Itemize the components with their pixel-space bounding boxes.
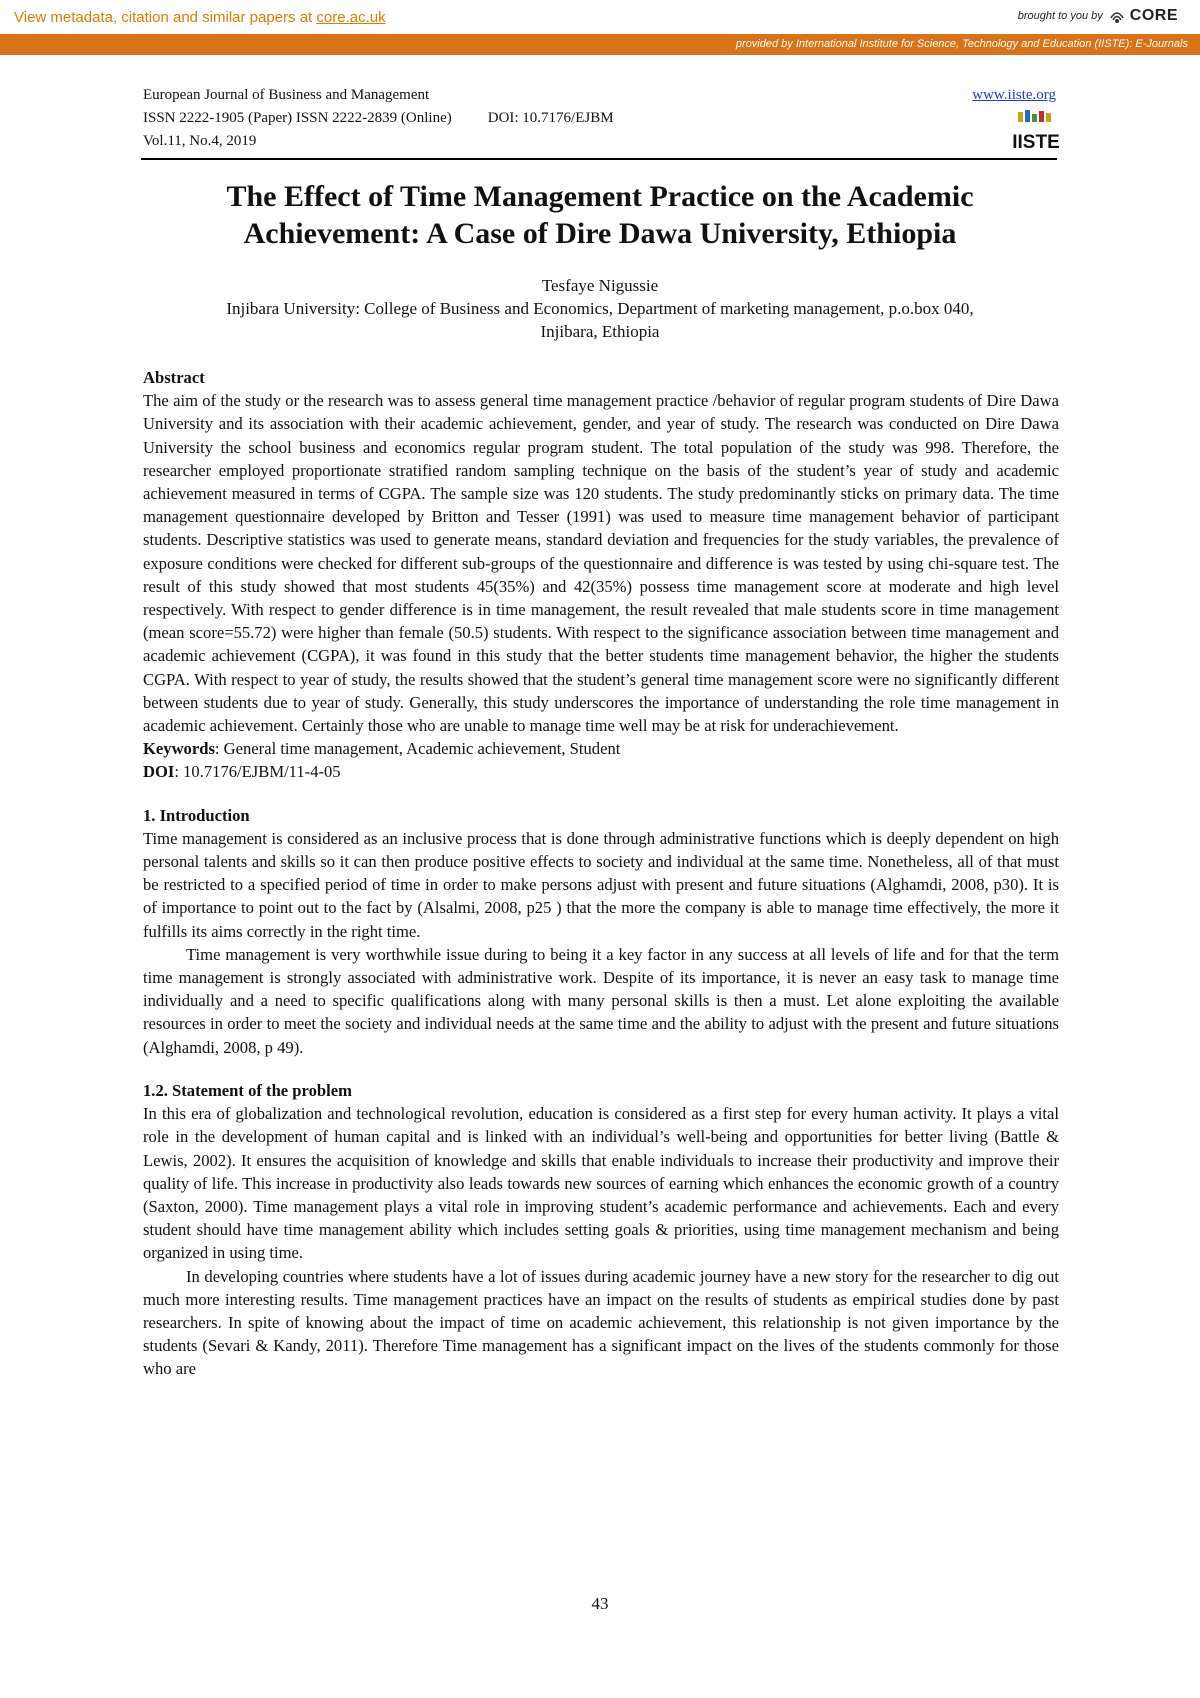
journal-header	[143, 84, 1060, 158]
paper-author: Tesfaye Nigussie	[541, 276, 659, 295]
problem-heading: 1.2. Statement of the problem	[143, 1080, 352, 1100]
problem-paragraph-2: In developing countries where students have a lot of issues during academic journey have a new story for the researcher to dig out much more interesting results. Time management practices have an impact on the results of students as empirical studies done by past researchers. In spite of knowing about the impact of time on academic achievement, this relationship is not given importance by the students (Sevari & Kandy, 2011). Therefore Time management has a significant impact on the lives of the students commonly for those who are	[143, 1266, 1059, 1379]
abstract-text: The aim of the study or the research was to assess general time management practice /behavior of regular program students of Dire Dawa University and its association with their academic achievement, gender, and year of study. The research was conducted on Dire Dawa University the school business and economics regular program student. The total population of the study was 998. Therefore, the researcher employed proportionate stratified random sampling technique on the basis of the student’s year of study and academic achievement measured in terms of CGPA. The sample size was 120 students. The study predominantly sticks on primary data. The time management questionnaire developed by Britton and Tesser (1991) was used to measure time management behavior of participant students. Descriptive statistics was used to generate means, standard deviation and frequencies for the study variables, the prevalence of exposure conditions were checked for different sub-groups of the questionnaire and difference is was tested by using chi-square test. The result of this study showed that most students 45(35%) and 42(35%) possess time management score at moderate and high level respectively. With respect to gender difference is in time management, the result revealed that male students score in time management (mean score=55.72) were higher than female (50.5) students. With respect to the significance association between time management and academic achievement (CGPA), it was found in this study that the better students time management behavior, the higher the students CGPA. With respect to year of study, the results showed that the student’s general time management score were no significantly different between students due to year of study. Generally, this study underscores the importance of understanding the role time management in academic achievement. Certainly those who are unable to manage time well may be at risk for underachievement.	[143, 391, 1059, 736]
paper-body	[143, 366, 1059, 1381]
intro-paragraph-2: Time management is very worthwhile issue during to being it a key factor in any success at all levels of life and for that the term time management is strongly associated with administrative work. Despite of its importance, it is never an easy task to manage time individually and a need to specific qualifications along with many personal skills is then a must. Let alone exploiting the available resources in order to meet the society and individual needs at the same time and the ability to adjust with the present and future situations (Alghamdi, 2008, p 49).	[143, 944, 1059, 1057]
core-brand-name: CORE	[1129, 7, 1178, 24]
core-logo-icon	[1107, 6, 1127, 26]
core-view-text: View metadata, citation and similar papers at	[14, 9, 317, 26]
core-banner	[0, 0, 1200, 34]
iiste-logo-icon	[1012, 108, 1060, 153]
core-provided-bar	[0, 34, 1200, 55]
core-provided-text	[736, 38, 1188, 50]
paper-title-line2: Achievement: A Case of Dire Dawa University, Ethiopia	[243, 217, 957, 250]
core-brand[interactable]	[1018, 6, 1178, 26]
core-provided-prefix: provided by	[735, 38, 796, 50]
journal-website-link[interactable]: www.iiste.org	[972, 87, 1056, 103]
header-rule	[141, 158, 1057, 160]
paper-title-line1: The Effect of Time Management Practice on the Academic	[226, 180, 974, 213]
keywords-text: : General time management, Academic achievement, Student	[214, 739, 621, 759]
journal-issn: ISSN 2222-1905 (Paper) ISSN 2222-2839 (Online)	[143, 110, 452, 126]
core-ac-uk-link[interactable]: core.ac.uk	[316, 9, 386, 26]
core-view-metadata	[14, 9, 386, 26]
doi-line	[143, 760, 1059, 783]
keywords-label: Keywords	[143, 739, 215, 759]
page-number: 43	[591, 1594, 609, 1613]
iiste-logo-text: IISTE	[1012, 132, 1060, 153]
affiliation-line1: Injibara University: College of Business and Economics, Department of marketing management, p.o.box 040,	[226, 299, 974, 318]
paper-affiliation	[120, 297, 1080, 343]
core-provider-link[interactable]: International Institute for Science, Technology and Education (IISTE): E-Journals	[795, 38, 1188, 50]
journal-issn-line	[143, 107, 614, 130]
affiliation-line2: Injibara, Ethiopia	[540, 322, 660, 341]
intro-heading: 1. Introduction	[143, 805, 250, 825]
problem-paragraph-1: In this era of globalization and technological revolution, education is considered as a first step for every human activity. It plays a vital role in the development of human capital and is linked with an individual’s well-being and opportunities for better living (Battle & Lewis, 2002). It ensures the acquisition of knowledge and skills that enable individuals to increase their productivity and improve their quality of life. This increase in productivity also leads towards new sources of earning which enhances the economic growth of a country (Saxton, 2000). Time management plays a vital role in improving student’s academic performance and achievements. Each and every student should have time management ability which includes setting goals & priorities, using time management mechanism and being organized in using time.	[143, 1104, 1059, 1263]
doi-label: DOI	[143, 762, 175, 782]
abstract-heading: Abstract	[143, 368, 205, 387]
intro-paragraph-1: Time management is considered as an inclusive process that is done through administrative functions which is deeply dependent on high personal talents and skills so it can then produce positive effects to society and individual at the same time. Nonetheless, all of that must be restricted to a specified period of time in order to make persons adjust with present and future situations (Alghamdi, 2008, p30). It is of importance to point out to the fact by (Alsalmi, 2008, p25 ) that the more the company is able to manage time effectively, the more it fulfills its aims correctly in the right time.	[143, 828, 1059, 941]
journal-doi: DOI: 10.7176/EJBM	[487, 110, 614, 126]
keywords-line	[143, 737, 1059, 760]
doi-value: : 10.7176/EJBM/11-4-05	[174, 762, 341, 782]
paper-title	[120, 178, 1080, 252]
journal-volume: Vol.11, No.4, 2019	[143, 133, 257, 149]
core-brought-text: brought to you by	[1017, 10, 1103, 22]
journal-name: European Journal of Business and Management	[143, 87, 430, 103]
